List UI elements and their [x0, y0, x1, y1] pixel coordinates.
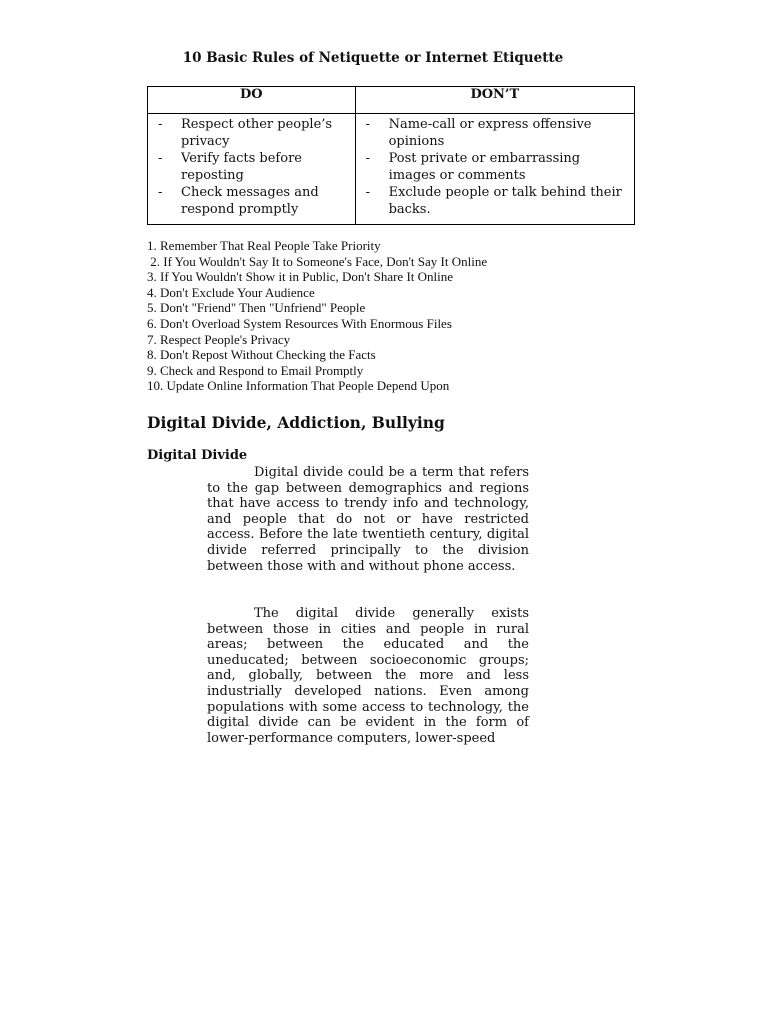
dont-item: [356, 117, 634, 150]
do-item-text: Verify facts before reposting: [181, 151, 302, 183]
dont-item: [356, 151, 634, 184]
do-item-text: Check messages and respond promptly: [181, 185, 319, 217]
bullet-dash: -: [365, 117, 370, 132]
bullet-dash: -: [158, 117, 163, 132]
dont-header: DON’T: [355, 87, 634, 114]
dont-item-text: Name-call or express offensive opinions: [388, 117, 592, 149]
dont-item: [356, 185, 634, 218]
do-item: [148, 117, 355, 150]
do-header: DO: [148, 87, 356, 114]
bullet-dash: -: [365, 185, 370, 200]
rule-item: 2. If You Wouldn't Say It to Someone's Face, Don't Say It Online: [147, 253, 488, 269]
document-title: 10 Basic Rules of Netiquette or Internet Etiquette: [182, 50, 564, 66]
do-item-text: Respect other people’s privacy: [181, 117, 333, 149]
rule-item: 9. Check and Respond to Email Promptly: [147, 362, 364, 378]
subheading: Digital Divide: [147, 448, 248, 463]
rules-list: [147, 238, 487, 394]
rule-item: 4. Don't Exclude Your Audience: [147, 284, 315, 300]
rule-item: 6. Don't Overload System Resources With Enormous Files: [147, 315, 452, 331]
do-cell: [148, 114, 356, 225]
dont-cell: [355, 114, 634, 225]
rule-item: 1. Remember That Real People Take Priority: [147, 238, 381, 253]
bullet-dash: -: [158, 185, 163, 200]
paragraph: Digital divide could be a term that refers to the gap between demographics and regions that have access to trendy info and technology, and people that do not or have restricted access. Before the late twentieth century, digital divide referred principally to the division between those with and without phone access.: [207, 465, 529, 574]
dont-list: [356, 117, 634, 218]
section-heading: Digital Divide, Addiction, Bullying: [147, 413, 445, 432]
rule-item: 8. Don't Repost Without Checking the Facts: [147, 347, 376, 363]
rule-item: 5. Don't "Friend" Then "Unfriend" People: [147, 300, 366, 316]
do-item: [148, 151, 355, 184]
do-list: [148, 117, 355, 218]
paragraph: The digital divide generally exists between those in cities and people in rural areas; between the educated and the uneducated; between socioeconomic groups; and, globally, between the more and less industrially developed nations. Even among populations with some access to technology, the digital divide can be evident in the form of lower-performance computers, lower-speed: [207, 606, 529, 746]
bullet-dash: -: [158, 151, 163, 166]
do-dont-table: [147, 86, 635, 225]
do-item: [148, 185, 355, 218]
rule-item: 10. Update Online Information That People Depend Upon: [147, 378, 450, 394]
bullet-dash: -: [365, 151, 370, 166]
rule-item: 7. Respect People's Privacy: [147, 331, 291, 347]
dont-item-text: Exclude people or talk behind their backs.: [388, 185, 622, 217]
dont-item-text: Post private or embarrassing images or comments: [388, 151, 581, 183]
rule-item: 3. If You Wouldn't Show it in Public, Don't Share It Online: [147, 269, 454, 285]
